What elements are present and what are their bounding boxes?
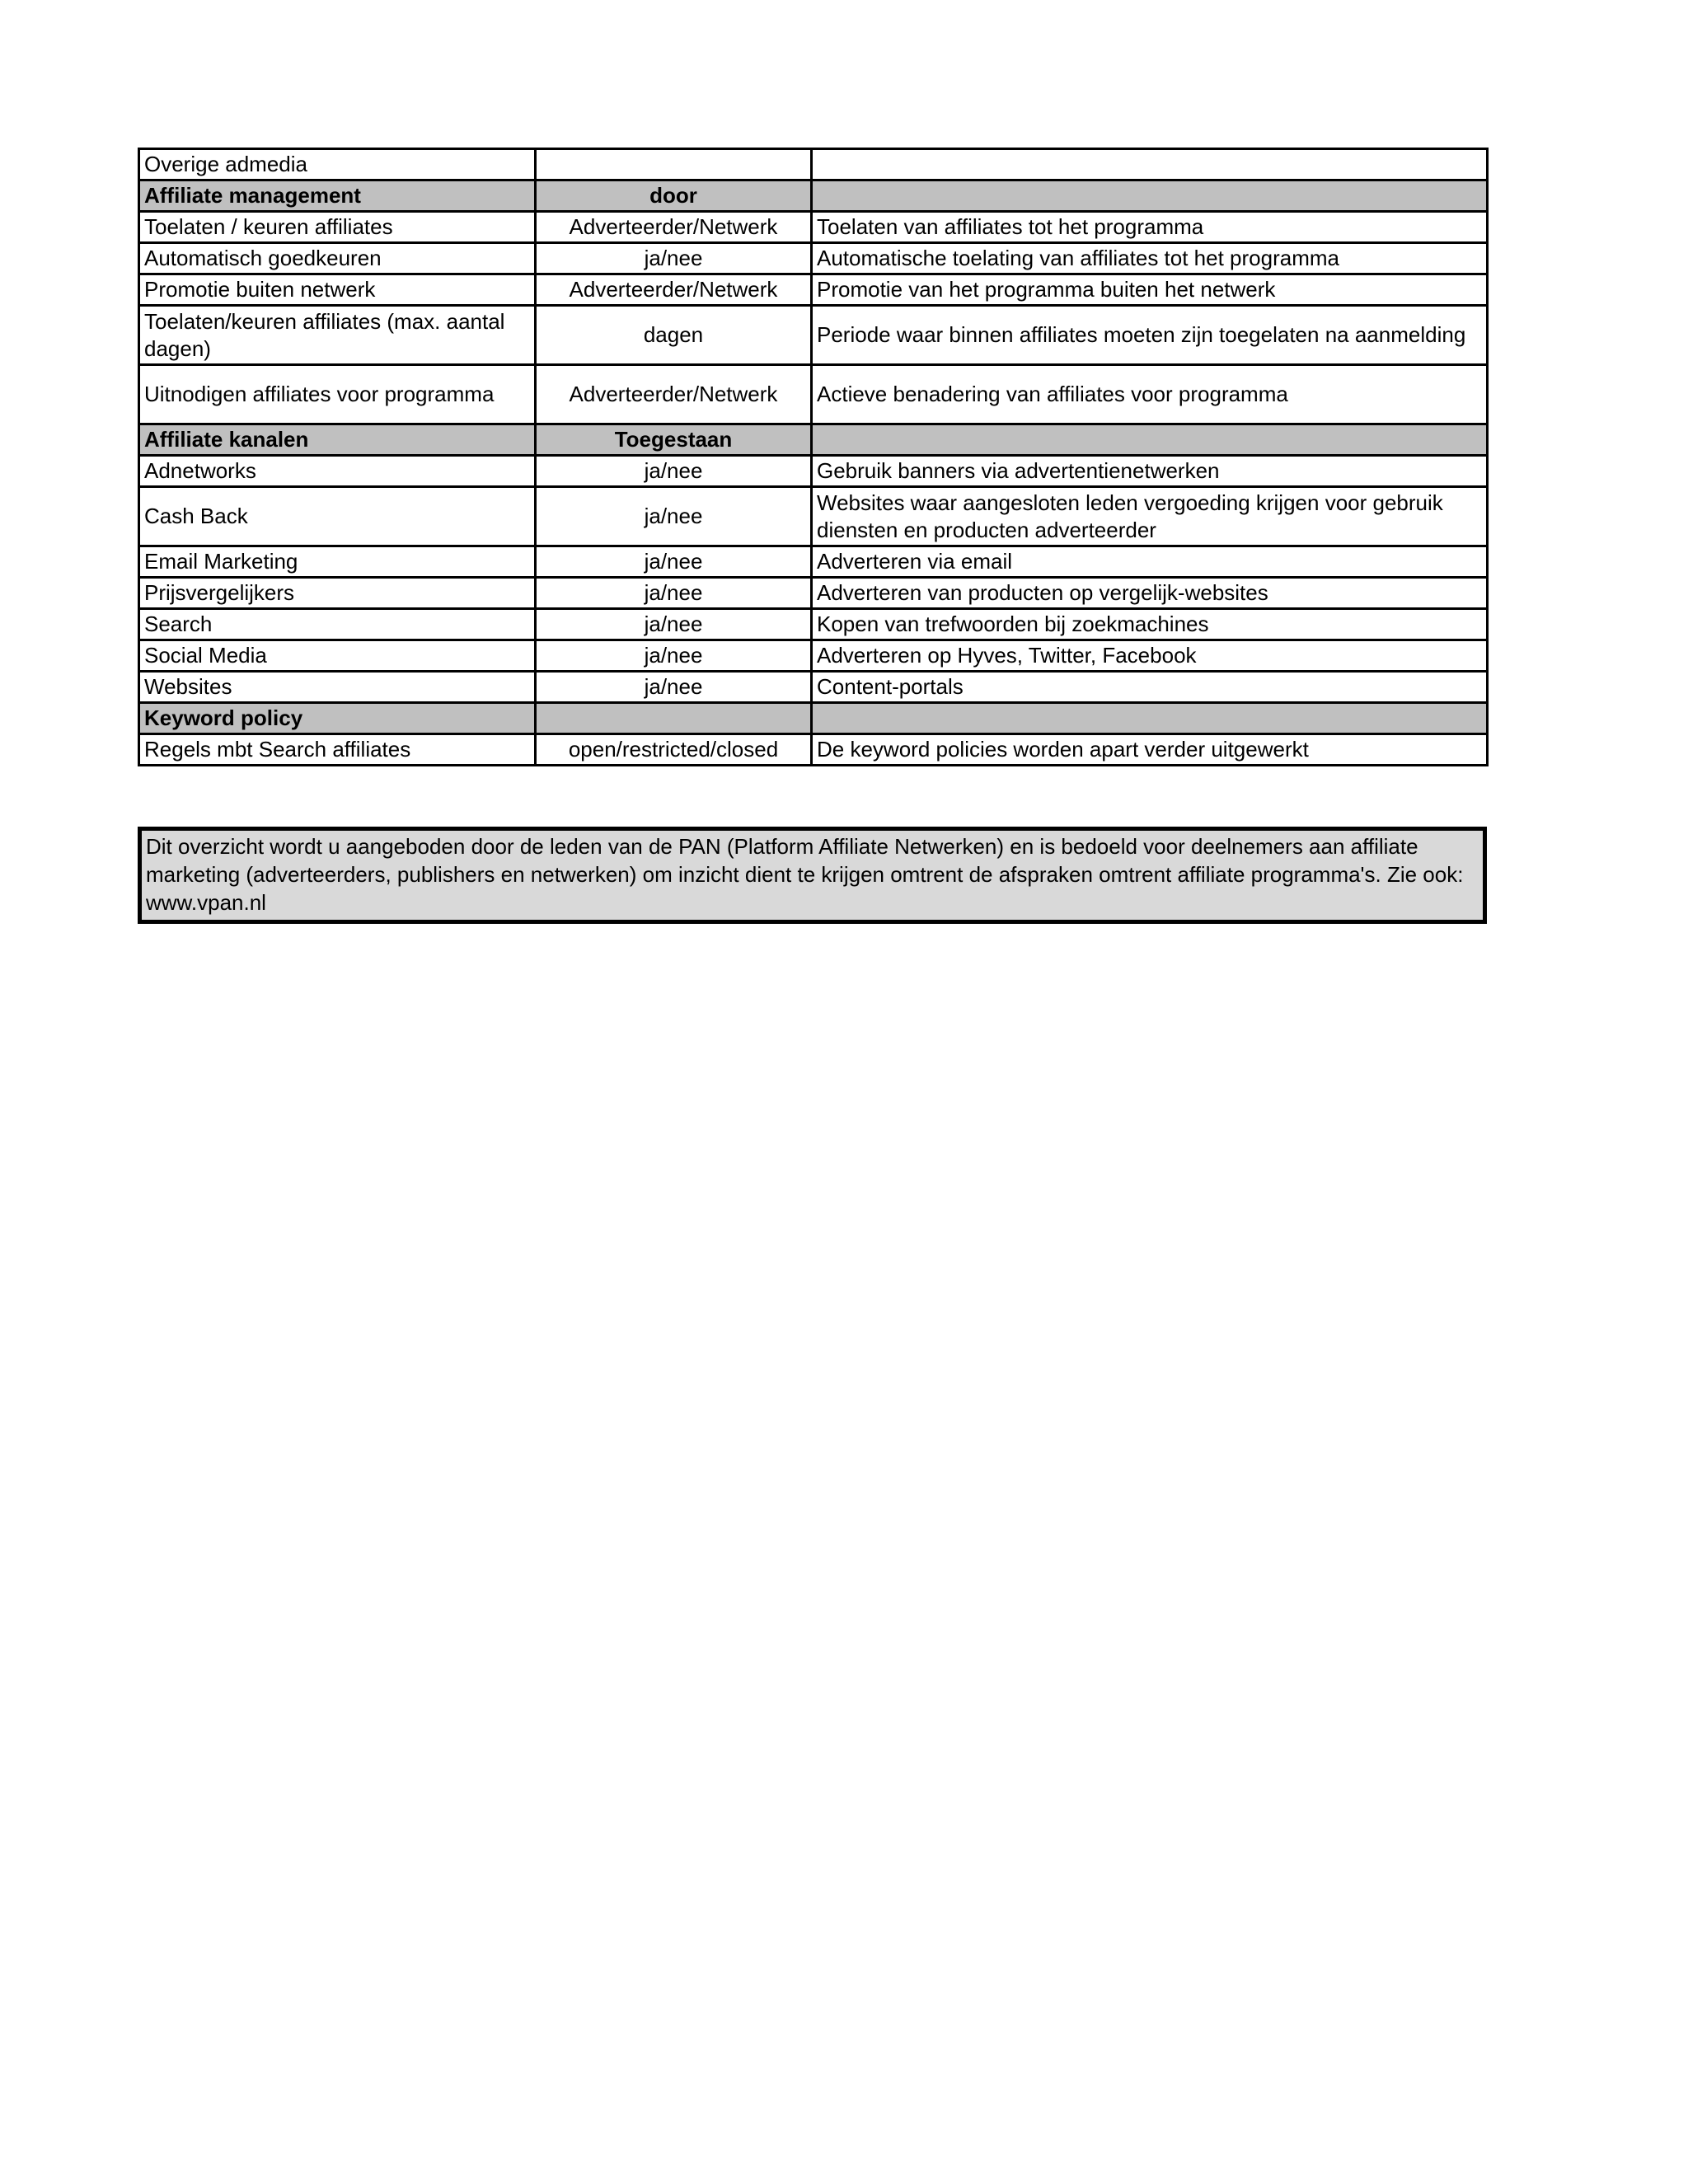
row-description: De keyword policies worden apart verder uitgewerkt bbox=[812, 734, 1488, 766]
row-value: ja/nee bbox=[536, 456, 812, 487]
row-value: ja/nee bbox=[536, 546, 812, 578]
row-label: Promotie buiten netwerk bbox=[139, 274, 536, 306]
row-value: open/restricted/closed bbox=[536, 734, 812, 766]
section-column-heading: door bbox=[536, 180, 812, 212]
table-row bbox=[139, 243, 1488, 274]
row-description: Content-portals bbox=[812, 672, 1488, 703]
section-blank-cell bbox=[812, 703, 1488, 734]
row-label: Overige admedia bbox=[139, 149, 536, 180]
row-value: Adverteerder/Netwerk bbox=[536, 274, 812, 306]
section-blank-cell bbox=[812, 180, 1488, 212]
row-value: ja/nee bbox=[536, 578, 812, 609]
section-title: Keyword policy bbox=[139, 703, 536, 734]
row-description: Kopen van trefwoorden bij zoekmachines bbox=[812, 609, 1488, 640]
row-description: Adverteren van producten op vergelijk-websites bbox=[812, 578, 1488, 609]
row-description bbox=[812, 149, 1488, 180]
row-value: ja/nee bbox=[536, 487, 812, 546]
table-row bbox=[139, 578, 1488, 609]
row-label: Automatisch goedkeuren bbox=[139, 243, 536, 274]
row-description: Automatische toelating van affiliates tot het programma bbox=[812, 243, 1488, 274]
table-row bbox=[139, 487, 1488, 546]
row-description: Adverteren op Hyves, Twitter, Facebook bbox=[812, 640, 1488, 672]
table-row bbox=[139, 274, 1488, 306]
row-label: Email Marketing bbox=[139, 546, 536, 578]
section-header-affiliate-management bbox=[139, 180, 1488, 212]
row-label: Regels mbt Search affiliates bbox=[139, 734, 536, 766]
table-row bbox=[139, 149, 1488, 180]
table-row bbox=[139, 365, 1488, 424]
row-value: ja/nee bbox=[536, 243, 812, 274]
row-label: Toelaten/keuren affiliates (max. aantal dagen) bbox=[139, 306, 536, 365]
section-title: Affiliate management bbox=[139, 180, 536, 212]
row-label: Search bbox=[139, 609, 536, 640]
section-column-heading bbox=[536, 703, 812, 734]
row-description: Actieve benadering van affiliates voor programma bbox=[812, 365, 1488, 424]
row-label: Uitnodigen affiliates voor programma bbox=[139, 365, 536, 424]
affiliate-program-table bbox=[138, 148, 1489, 766]
table-row bbox=[139, 609, 1488, 640]
row-label: Toelaten / keuren affiliates bbox=[139, 212, 536, 243]
table-row bbox=[139, 546, 1488, 578]
row-description: Periode waar binnen affiliates moeten zijn toegelaten na aanmelding bbox=[812, 306, 1488, 365]
row-description: Adverteren via email bbox=[812, 546, 1488, 578]
section-header-keyword-policy bbox=[139, 703, 1488, 734]
row-label: Social Media bbox=[139, 640, 536, 672]
row-label: Adnetworks bbox=[139, 456, 536, 487]
row-value: ja/nee bbox=[536, 672, 812, 703]
section-title: Affiliate kanalen bbox=[139, 424, 536, 456]
row-label: Prijsvergelijkers bbox=[139, 578, 536, 609]
row-value bbox=[536, 149, 812, 180]
table-row bbox=[139, 306, 1488, 365]
footnote-box: Dit overzicht wordt u aangeboden door de leden van de PAN (Platform Affiliate Netwerken) en is bedoeld voor deelnemers aan affiliate marketing (adverteerders, publishers en netwerken) om inzicht dient te krijgen omtrent de afspraken omtrent affiliate programma's. Zie ook: www.vpan.nl bbox=[138, 827, 1487, 924]
row-description: Websites waar aangesloten leden vergoeding krijgen voor gebruik diensten en producten adverteerder bbox=[812, 487, 1488, 546]
table-row bbox=[139, 456, 1488, 487]
row-value: ja/nee bbox=[536, 640, 812, 672]
row-value: Adverteerder/Netwerk bbox=[536, 365, 812, 424]
table-row bbox=[139, 640, 1488, 672]
section-blank-cell bbox=[812, 424, 1488, 456]
table-row bbox=[139, 734, 1488, 766]
row-label: Cash Back bbox=[139, 487, 536, 546]
section-header-affiliate-kanalen bbox=[139, 424, 1488, 456]
row-value: Adverteerder/Netwerk bbox=[536, 212, 812, 243]
section-column-heading: Toegestaan bbox=[536, 424, 812, 456]
row-value: ja/nee bbox=[536, 609, 812, 640]
row-value: dagen bbox=[536, 306, 812, 365]
row-description: Toelaten van affiliates tot het programma bbox=[812, 212, 1488, 243]
row-description: Gebruik banners via advertentienetwerken bbox=[812, 456, 1488, 487]
row-label: Websites bbox=[139, 672, 536, 703]
table-row bbox=[139, 672, 1488, 703]
row-description: Promotie van het programma buiten het netwerk bbox=[812, 274, 1488, 306]
table-row bbox=[139, 212, 1488, 243]
